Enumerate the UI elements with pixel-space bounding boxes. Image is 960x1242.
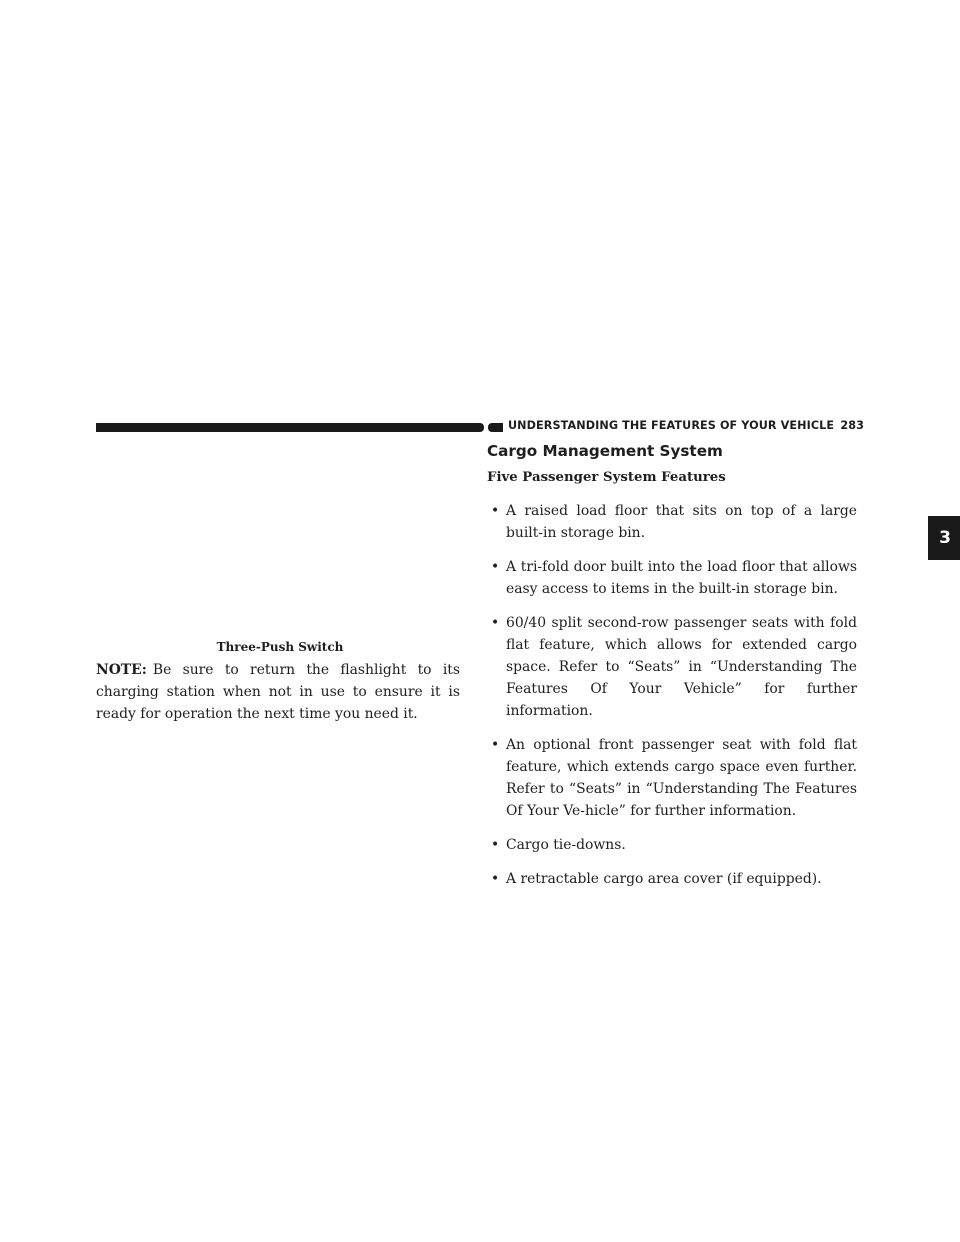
list-item (487, 734, 857, 822)
bullet-icon: • (491, 503, 500, 519)
bullet-icon: • (491, 559, 500, 575)
page-number: 283 (840, 419, 864, 432)
note-text: Be sure to return the flashlight to its charging station when not in use to ensure it is ready for operation the next time you need it. (96, 662, 460, 722)
chapter-tab: 3 (928, 516, 960, 560)
list-item (487, 612, 857, 722)
list-item-text: Cargo tie-downs. (506, 837, 626, 853)
bullet-icon: • (491, 615, 500, 631)
list-item-text: A raised load floor that sits on top of a large built-in storage bin. (506, 503, 857, 541)
header-rule-left (96, 423, 484, 432)
section-title: Cargo Management System (487, 442, 723, 460)
list-item (487, 834, 857, 856)
list-item-text: A retractable cargo area cover (if equipped). (506, 871, 822, 887)
list-item (487, 500, 857, 544)
header-rule-right (488, 423, 503, 432)
bullet-icon: • (491, 871, 500, 887)
note-paragraph (96, 659, 460, 725)
feature-list (487, 500, 857, 902)
running-header (508, 419, 864, 432)
list-item-text: A tri-fold door built into the load floor that allows easy access to items in the built-in storage bin. (506, 559, 857, 597)
list-item (487, 868, 857, 890)
bullet-icon: • (491, 837, 500, 853)
list-item-text: 60/40 split second-row passenger seats with fold flat feature, which allows for extended cargo space. Refer to “Seats” in “Understanding The Features Of Your Vehicle” for further information. (506, 615, 857, 719)
list-item (487, 556, 857, 600)
figure-caption: Three-Push Switch (216, 640, 344, 654)
subsection-title: Five Passenger System Features (487, 470, 726, 485)
list-item-text: An optional front passenger seat with fold flat feature, which extends cargo space even further. Refer to “Seats” in “Understanding The Features Of Your Ve-hicle” for further information. (506, 737, 857, 819)
note-label: NOTE: (96, 662, 147, 678)
bullet-icon: • (491, 737, 500, 753)
header-section-title: UNDERSTANDING THE FEATURES OF YOUR VEHICLE (508, 419, 835, 432)
